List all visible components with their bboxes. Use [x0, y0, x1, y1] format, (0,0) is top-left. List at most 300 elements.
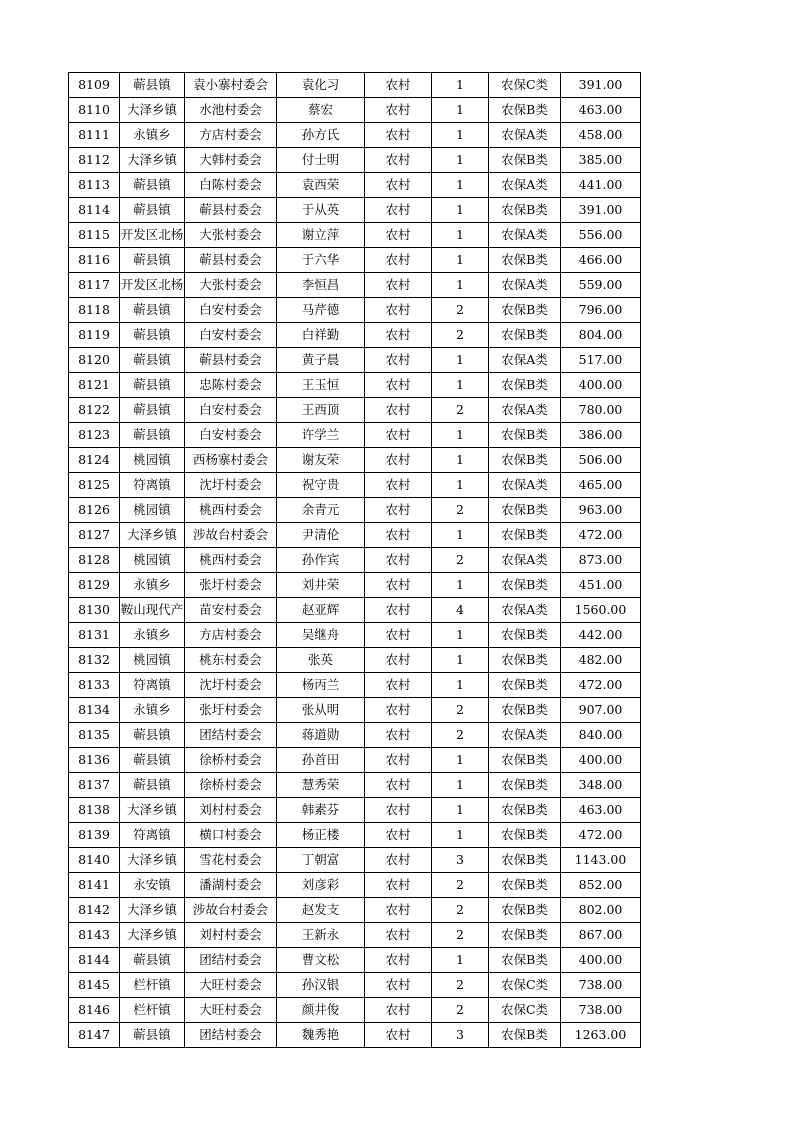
village-committee-cell: 大张村委会: [185, 223, 277, 248]
person-name-cell: 吴继舟: [277, 623, 365, 648]
amount-cell: 472.00: [561, 673, 641, 698]
household-type-cell: 农村: [365, 798, 432, 823]
table-row: [69, 448, 641, 473]
insurance-category-cell: 农保B类: [489, 498, 561, 523]
record-id-cell: 8134: [69, 698, 120, 723]
insurance-category-cell: 农保A类: [489, 548, 561, 573]
person-name-cell: 于从英: [277, 198, 365, 223]
household-type-cell: 农村: [365, 398, 432, 423]
amount-cell: 802.00: [561, 898, 641, 923]
table-row: [69, 498, 641, 523]
household-type-cell: 农村: [365, 173, 432, 198]
insurance-category-cell: 农保B类: [489, 948, 561, 973]
village-committee-cell: 蕲县村委会: [185, 198, 277, 223]
insurance-category-cell: 农保A类: [489, 348, 561, 373]
table-row: [69, 248, 641, 273]
member-count-cell: 1: [432, 348, 489, 373]
amount-cell: 852.00: [561, 873, 641, 898]
village-committee-cell: 方店村委会: [185, 623, 277, 648]
person-name-cell: 祝守贵: [277, 473, 365, 498]
record-id-cell: 8124: [69, 448, 120, 473]
member-count-cell: 2: [432, 323, 489, 348]
village-committee-cell: 团结村委会: [185, 948, 277, 973]
record-id-cell: 8118: [69, 298, 120, 323]
amount-cell: 466.00: [561, 248, 641, 273]
amount-cell: 463.00: [561, 98, 641, 123]
amount-cell: 840.00: [561, 723, 641, 748]
member-count-cell: 1: [432, 748, 489, 773]
member-count-cell: 1: [432, 223, 489, 248]
town-cell: 永安镇: [120, 873, 185, 898]
amount-cell: 465.00: [561, 473, 641, 498]
person-name-cell: 颜井俊: [277, 998, 365, 1023]
household-type-cell: 农村: [365, 98, 432, 123]
town-cell: 永镇乡: [120, 698, 185, 723]
amount-cell: 482.00: [561, 648, 641, 673]
insurance-category-cell: 农保B类: [489, 423, 561, 448]
town-cell: 蕲县镇: [120, 298, 185, 323]
member-count-cell: 1: [432, 373, 489, 398]
household-type-cell: 农村: [365, 423, 432, 448]
household-type-cell: 农村: [365, 973, 432, 998]
amount-cell: 1263.00: [561, 1023, 641, 1048]
table-row: [69, 898, 641, 923]
person-name-cell: 谢立萍: [277, 223, 365, 248]
record-id-cell: 8114: [69, 198, 120, 223]
village-committee-cell: 忠陈村委会: [185, 373, 277, 398]
member-count-cell: 1: [432, 123, 489, 148]
record-id-cell: 8139: [69, 823, 120, 848]
insurance-category-cell: 农保A类: [489, 173, 561, 198]
table-row: [69, 273, 641, 298]
record-id-cell: 8116: [69, 248, 120, 273]
table-row: [69, 648, 641, 673]
household-type-cell: 农村: [365, 248, 432, 273]
record-id-cell: 8137: [69, 773, 120, 798]
insurance-category-cell: 农保B类: [489, 698, 561, 723]
village-committee-cell: 涉故台村委会: [185, 523, 277, 548]
member-count-cell: 1: [432, 573, 489, 598]
table-row: [69, 1023, 641, 1048]
insurance-category-cell: 农保A类: [489, 398, 561, 423]
town-cell: 蕲县镇: [120, 773, 185, 798]
village-committee-cell: 袁小寨村委会: [185, 73, 277, 98]
amount-cell: 391.00: [561, 73, 641, 98]
member-count-cell: 4: [432, 598, 489, 623]
member-count-cell: 2: [432, 723, 489, 748]
town-cell: 鞍山现代产: [120, 598, 185, 623]
amount-cell: 451.00: [561, 573, 641, 598]
member-count-cell: 1: [432, 98, 489, 123]
record-id-cell: 8133: [69, 673, 120, 698]
table-row: [69, 473, 641, 498]
household-type-cell: 农村: [365, 748, 432, 773]
person-name-cell: 曹文松: [277, 948, 365, 973]
person-name-cell: 杨丙兰: [277, 673, 365, 698]
record-id-cell: 8144: [69, 948, 120, 973]
household-type-cell: 农村: [365, 1023, 432, 1048]
insurance-category-cell: 农保B类: [489, 523, 561, 548]
record-id-cell: 8143: [69, 923, 120, 948]
record-id-cell: 8126: [69, 498, 120, 523]
town-cell: 栏杆镇: [120, 998, 185, 1023]
person-name-cell: 袁化习: [277, 73, 365, 98]
village-committee-cell: 桃西村委会: [185, 548, 277, 573]
amount-cell: 517.00: [561, 348, 641, 373]
table-row: [69, 423, 641, 448]
member-count-cell: 2: [432, 498, 489, 523]
person-name-cell: 韩素芬: [277, 798, 365, 823]
person-name-cell: 刘井荣: [277, 573, 365, 598]
household-type-cell: 农村: [365, 723, 432, 748]
insurance-category-cell: 农保B类: [489, 1023, 561, 1048]
table-row: [69, 173, 641, 198]
household-type-cell: 农村: [365, 923, 432, 948]
insurance-category-cell: 农保B类: [489, 648, 561, 673]
member-count-cell: 1: [432, 73, 489, 98]
town-cell: 桃园镇: [120, 648, 185, 673]
household-type-cell: 农村: [365, 473, 432, 498]
household-type-cell: 农村: [365, 348, 432, 373]
record-id-cell: 8131: [69, 623, 120, 648]
town-cell: 大泽乡镇: [120, 523, 185, 548]
household-type-cell: 农村: [365, 73, 432, 98]
amount-cell: 400.00: [561, 948, 641, 973]
table-row: [69, 723, 641, 748]
town-cell: 开发区北杨: [120, 223, 185, 248]
person-name-cell: 魏秀艳: [277, 1023, 365, 1048]
record-id-cell: 8145: [69, 973, 120, 998]
person-name-cell: 谢友荣: [277, 448, 365, 473]
town-cell: 蕲县镇: [120, 948, 185, 973]
person-name-cell: 张从明: [277, 698, 365, 723]
town-cell: 蕲县镇: [120, 348, 185, 373]
town-cell: 蕲县镇: [120, 1023, 185, 1048]
amount-cell: 738.00: [561, 973, 641, 998]
town-cell: 蕲县镇: [120, 73, 185, 98]
member-count-cell: 1: [432, 473, 489, 498]
member-count-cell: 2: [432, 398, 489, 423]
data-table: [68, 72, 641, 1048]
member-count-cell: 2: [432, 923, 489, 948]
record-id-cell: 8129: [69, 573, 120, 598]
village-committee-cell: 大旺村委会: [185, 973, 277, 998]
table-row: [69, 798, 641, 823]
amount-cell: 463.00: [561, 798, 641, 823]
household-type-cell: 农村: [365, 148, 432, 173]
person-name-cell: 黄子晨: [277, 348, 365, 373]
household-type-cell: 农村: [365, 298, 432, 323]
table-row: [69, 148, 641, 173]
record-id-cell: 8128: [69, 548, 120, 573]
record-id-cell: 8127: [69, 523, 120, 548]
insurance-category-cell: 农保B类: [489, 748, 561, 773]
table-row: [69, 348, 641, 373]
table-row: [69, 848, 641, 873]
member-count-cell: 2: [432, 998, 489, 1023]
member-count-cell: 1: [432, 423, 489, 448]
amount-cell: 738.00: [561, 998, 641, 1023]
insurance-category-cell: 农保B类: [489, 773, 561, 798]
person-name-cell: 孙作宾: [277, 548, 365, 573]
village-committee-cell: 白陈村委会: [185, 173, 277, 198]
village-committee-cell: 沈圩村委会: [185, 673, 277, 698]
town-cell: 开发区北杨: [120, 273, 185, 298]
town-cell: 桃园镇: [120, 448, 185, 473]
household-type-cell: 农村: [365, 498, 432, 523]
member-count-cell: 3: [432, 1023, 489, 1048]
person-name-cell: 慧秀荣: [277, 773, 365, 798]
amount-cell: 386.00: [561, 423, 641, 448]
member-count-cell: 1: [432, 198, 489, 223]
town-cell: 栏杆镇: [120, 973, 185, 998]
town-cell: 大泽乡镇: [120, 923, 185, 948]
household-type-cell: 农村: [365, 548, 432, 573]
table-row: [69, 698, 641, 723]
person-name-cell: 马芹德: [277, 298, 365, 323]
town-cell: 大泽乡镇: [120, 898, 185, 923]
village-committee-cell: 团结村委会: [185, 1023, 277, 1048]
table-row: [69, 73, 641, 98]
amount-cell: 391.00: [561, 198, 641, 223]
member-count-cell: 1: [432, 673, 489, 698]
village-committee-cell: 张圩村委会: [185, 573, 277, 598]
record-id-cell: 8136: [69, 748, 120, 773]
person-name-cell: 余青元: [277, 498, 365, 523]
member-count-cell: 1: [432, 273, 489, 298]
amount-cell: 400.00: [561, 373, 641, 398]
table-row: [69, 998, 641, 1023]
village-committee-cell: 白安村委会: [185, 323, 277, 348]
record-id-cell: 8120: [69, 348, 120, 373]
amount-cell: 442.00: [561, 623, 641, 648]
household-type-cell: 农村: [365, 323, 432, 348]
insurance-category-cell: 农保C类: [489, 998, 561, 1023]
person-name-cell: 王西顶: [277, 398, 365, 423]
town-cell: 蕲县镇: [120, 423, 185, 448]
village-committee-cell: 刘村村委会: [185, 923, 277, 948]
village-committee-cell: 张圩村委会: [185, 698, 277, 723]
amount-cell: 867.00: [561, 923, 641, 948]
insurance-category-cell: 农保B类: [489, 823, 561, 848]
insurance-category-cell: 农保A类: [489, 273, 561, 298]
household-type-cell: 农村: [365, 848, 432, 873]
village-committee-cell: 大旺村委会: [185, 998, 277, 1023]
record-id-cell: 8135: [69, 723, 120, 748]
town-cell: 符离镇: [120, 473, 185, 498]
town-cell: 大泽乡镇: [120, 98, 185, 123]
record-id-cell: 8130: [69, 598, 120, 623]
table-row: [69, 573, 641, 598]
person-name-cell: 许学兰: [277, 423, 365, 448]
person-name-cell: 李恒昌: [277, 273, 365, 298]
amount-cell: 556.00: [561, 223, 641, 248]
record-id-cell: 8117: [69, 273, 120, 298]
household-type-cell: 农村: [365, 448, 432, 473]
amount-cell: 1143.00: [561, 848, 641, 873]
member-count-cell: 1: [432, 823, 489, 848]
person-name-cell: 蒋道勋: [277, 723, 365, 748]
town-cell: 蕲县镇: [120, 748, 185, 773]
town-cell: 蕲县镇: [120, 398, 185, 423]
town-cell: 符离镇: [120, 823, 185, 848]
household-type-cell: 农村: [365, 373, 432, 398]
table-row: [69, 298, 641, 323]
household-type-cell: 农村: [365, 598, 432, 623]
insurance-category-cell: 农保C类: [489, 973, 561, 998]
person-name-cell: 付士明: [277, 148, 365, 173]
household-type-cell: 农村: [365, 273, 432, 298]
person-name-cell: 赵亚辉: [277, 598, 365, 623]
member-count-cell: 1: [432, 623, 489, 648]
town-cell: 蕲县镇: [120, 198, 185, 223]
table-row: [69, 673, 641, 698]
person-name-cell: 赵发支: [277, 898, 365, 923]
table-row: [69, 373, 641, 398]
table-row: [69, 98, 641, 123]
village-committee-cell: 桃东村委会: [185, 648, 277, 673]
member-count-cell: 2: [432, 298, 489, 323]
household-type-cell: 农村: [365, 223, 432, 248]
table-row: [69, 598, 641, 623]
town-cell: 永镇乡: [120, 623, 185, 648]
member-count-cell: 1: [432, 173, 489, 198]
record-id-cell: 8147: [69, 1023, 120, 1048]
household-type-cell: 农村: [365, 123, 432, 148]
village-committee-cell: 大张村委会: [185, 273, 277, 298]
town-cell: 蕲县镇: [120, 723, 185, 748]
amount-cell: 559.00: [561, 273, 641, 298]
person-name-cell: 张英: [277, 648, 365, 673]
table-row: [69, 123, 641, 148]
town-cell: 永镇乡: [120, 123, 185, 148]
household-type-cell: 农村: [365, 873, 432, 898]
person-name-cell: 白祥勤: [277, 323, 365, 348]
person-name-cell: 孙首田: [277, 748, 365, 773]
table-row: [69, 548, 641, 573]
insurance-category-cell: 农保B类: [489, 323, 561, 348]
household-type-cell: 农村: [365, 198, 432, 223]
person-name-cell: 袁西荣: [277, 173, 365, 198]
household-type-cell: 农村: [365, 673, 432, 698]
member-count-cell: 2: [432, 898, 489, 923]
village-committee-cell: 蕲县村委会: [185, 248, 277, 273]
table-row: [69, 523, 641, 548]
village-committee-cell: 蕲县村委会: [185, 348, 277, 373]
insurance-category-cell: 农保B类: [489, 298, 561, 323]
amount-cell: 385.00: [561, 148, 641, 173]
record-id-cell: 8146: [69, 998, 120, 1023]
member-count-cell: 1: [432, 798, 489, 823]
town-cell: 蕲县镇: [120, 373, 185, 398]
insurance-category-cell: 农保A类: [489, 473, 561, 498]
town-cell: 大泽乡镇: [120, 148, 185, 173]
amount-cell: 1560.00: [561, 598, 641, 623]
table-row: [69, 323, 641, 348]
village-committee-cell: 横口村委会: [185, 823, 277, 848]
town-cell: 大泽乡镇: [120, 848, 185, 873]
record-id-cell: 8115: [69, 223, 120, 248]
amount-cell: 472.00: [561, 523, 641, 548]
household-type-cell: 农村: [365, 823, 432, 848]
household-type-cell: 农村: [365, 773, 432, 798]
record-id-cell: 8123: [69, 423, 120, 448]
record-id-cell: 8112: [69, 148, 120, 173]
person-name-cell: 杨正楼: [277, 823, 365, 848]
person-name-cell: 孙汉银: [277, 973, 365, 998]
amount-cell: 441.00: [561, 173, 641, 198]
village-committee-cell: 涉故台村委会: [185, 898, 277, 923]
amount-cell: 963.00: [561, 498, 641, 523]
person-name-cell: 蔡宏: [277, 98, 365, 123]
town-cell: 桃园镇: [120, 498, 185, 523]
insurance-category-cell: 农保B类: [489, 673, 561, 698]
table-row: [69, 923, 641, 948]
village-committee-cell: 徐桥村委会: [185, 773, 277, 798]
village-committee-cell: 徐桥村委会: [185, 748, 277, 773]
table-row: [69, 748, 641, 773]
member-count-cell: 1: [432, 773, 489, 798]
town-cell: 蕲县镇: [120, 323, 185, 348]
insurance-category-cell: 农保A类: [489, 723, 561, 748]
amount-cell: 458.00: [561, 123, 641, 148]
table-row: [69, 773, 641, 798]
member-count-cell: 1: [432, 648, 489, 673]
table-row: [69, 223, 641, 248]
village-committee-cell: 白安村委会: [185, 298, 277, 323]
record-id-cell: 8138: [69, 798, 120, 823]
table-row: [69, 823, 641, 848]
insurance-category-cell: 农保B类: [489, 848, 561, 873]
record-id-cell: 8132: [69, 648, 120, 673]
record-id-cell: 8125: [69, 473, 120, 498]
record-id-cell: 8142: [69, 898, 120, 923]
village-committee-cell: 西杨寨村委会: [185, 448, 277, 473]
record-id-cell: 8122: [69, 398, 120, 423]
table-body: [69, 73, 641, 1048]
village-committee-cell: 白安村委会: [185, 398, 277, 423]
village-committee-cell: 刘村村委会: [185, 798, 277, 823]
village-committee-cell: 水池村委会: [185, 98, 277, 123]
insurance-category-cell: 农保B类: [489, 148, 561, 173]
village-committee-cell: 潘湖村委会: [185, 873, 277, 898]
record-id-cell: 8141: [69, 873, 120, 898]
village-committee-cell: 团结村委会: [185, 723, 277, 748]
person-name-cell: 刘彦彩: [277, 873, 365, 898]
person-name-cell: 丁朝富: [277, 848, 365, 873]
village-committee-cell: 桃西村委会: [185, 498, 277, 523]
household-type-cell: 农村: [365, 698, 432, 723]
household-type-cell: 农村: [365, 948, 432, 973]
member-count-cell: 2: [432, 873, 489, 898]
amount-cell: 796.00: [561, 298, 641, 323]
insurance-category-cell: 农保B类: [489, 248, 561, 273]
household-type-cell: 农村: [365, 523, 432, 548]
insurance-category-cell: 农保B类: [489, 373, 561, 398]
village-committee-cell: 沈圩村委会: [185, 473, 277, 498]
insurance-category-cell: 农保B类: [489, 798, 561, 823]
amount-cell: 780.00: [561, 398, 641, 423]
town-cell: 永镇乡: [120, 573, 185, 598]
member-count-cell: 2: [432, 548, 489, 573]
member-count-cell: 3: [432, 848, 489, 873]
village-committee-cell: 雪花村委会: [185, 848, 277, 873]
amount-cell: 472.00: [561, 823, 641, 848]
household-type-cell: 农村: [365, 998, 432, 1023]
amount-cell: 506.00: [561, 448, 641, 473]
town-cell: 蕲县镇: [120, 173, 185, 198]
record-id-cell: 8119: [69, 323, 120, 348]
